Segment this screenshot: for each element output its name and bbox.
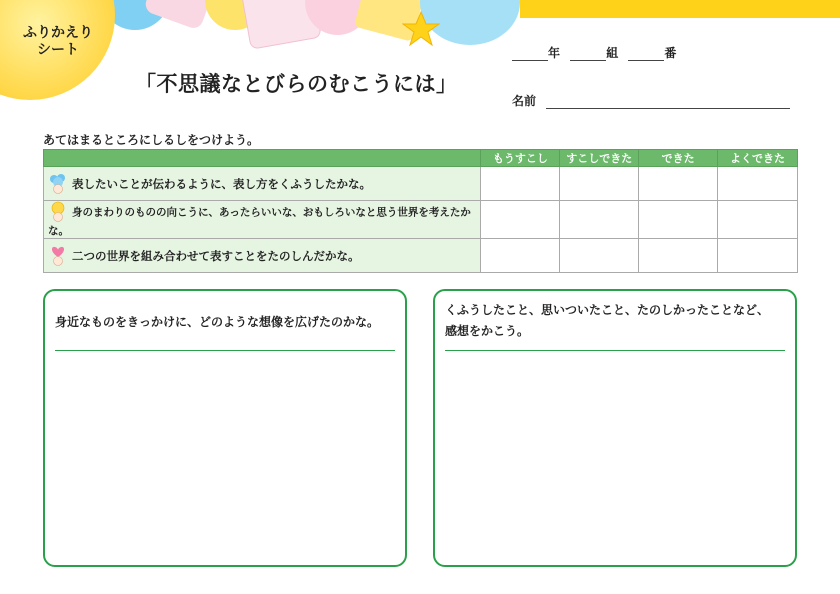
check-cell[interactable] — [718, 201, 798, 239]
table-row — [44, 167, 798, 201]
pink-character-icon — [48, 245, 68, 267]
question-cell — [44, 167, 481, 201]
name-label: 名前 — [512, 94, 537, 108]
header-blank — [44, 150, 481, 167]
right-prompt-line1: くふうしたこと、思いついたこと、たのしかったことなど、 — [445, 303, 770, 317]
right-prompt — [445, 300, 769, 342]
star-icon — [402, 10, 440, 48]
name-row — [512, 92, 790, 109]
question-text: 二つの世界を組み合わせて表すことをたのしんだかな。 — [72, 248, 360, 263]
left-writing-box[interactable] — [43, 289, 407, 567]
column-header: もうすこし — [481, 150, 560, 167]
check-cell[interactable] — [718, 239, 798, 273]
check-cell[interactable] — [481, 239, 560, 273]
right-writing-box[interactable] — [433, 289, 797, 567]
check-cell[interactable] — [718, 167, 798, 201]
class-info — [512, 44, 676, 61]
question-cell — [44, 201, 481, 239]
badge-line1: ふりかえり — [23, 25, 93, 41]
class-field[interactable] — [570, 46, 606, 61]
check-cell[interactable] — [639, 201, 718, 239]
check-cell[interactable] — [481, 201, 560, 239]
number-label: 番 — [664, 46, 677, 60]
question-text: 表したいことが伝わるように、表し方をくふうしたかな。 — [72, 176, 371, 191]
class-label: 組 — [606, 46, 619, 60]
table-header-row — [44, 150, 798, 167]
column-header: すこしできた — [560, 150, 639, 167]
check-cell[interactable] — [481, 167, 560, 201]
name-field[interactable] — [546, 94, 790, 109]
number-field[interactable] — [628, 46, 664, 61]
year-label: 年 — [548, 46, 561, 60]
question-cell — [44, 239, 481, 273]
table-row — [44, 201, 798, 239]
badge-label — [18, 25, 98, 59]
table-row — [44, 239, 798, 273]
check-cell[interactable] — [560, 239, 639, 273]
page-title: 「不思議なとびらのむこうには」 — [135, 72, 458, 96]
column-header: よくできた — [718, 150, 798, 167]
divider — [445, 350, 785, 351]
instruction-text: あてはまるところにしるしをつけよう。 — [43, 133, 260, 147]
check-cell[interactable] — [639, 239, 718, 273]
divider — [55, 350, 395, 351]
top-yellow-bar — [520, 0, 840, 18]
yellow-character-icon — [48, 201, 68, 223]
column-header: できた — [639, 150, 718, 167]
check-cell[interactable] — [560, 167, 639, 201]
question-text: 身のまわりのものの向こうに、あったらいいな、おもしろいなと思う世界を考えたかな。 — [48, 206, 471, 237]
left-prompt: 身近なものをきっかけに、どのような想像を広げたのかな。 — [55, 315, 380, 329]
check-cell[interactable] — [639, 167, 718, 201]
year-field[interactable] — [512, 46, 548, 61]
blue-character-icon — [48, 173, 68, 195]
badge-line2: シート — [37, 42, 79, 58]
check-cell[interactable] — [560, 201, 639, 239]
right-prompt-line2: 感想をかこう。 — [445, 324, 530, 338]
self-check-table — [43, 149, 798, 273]
